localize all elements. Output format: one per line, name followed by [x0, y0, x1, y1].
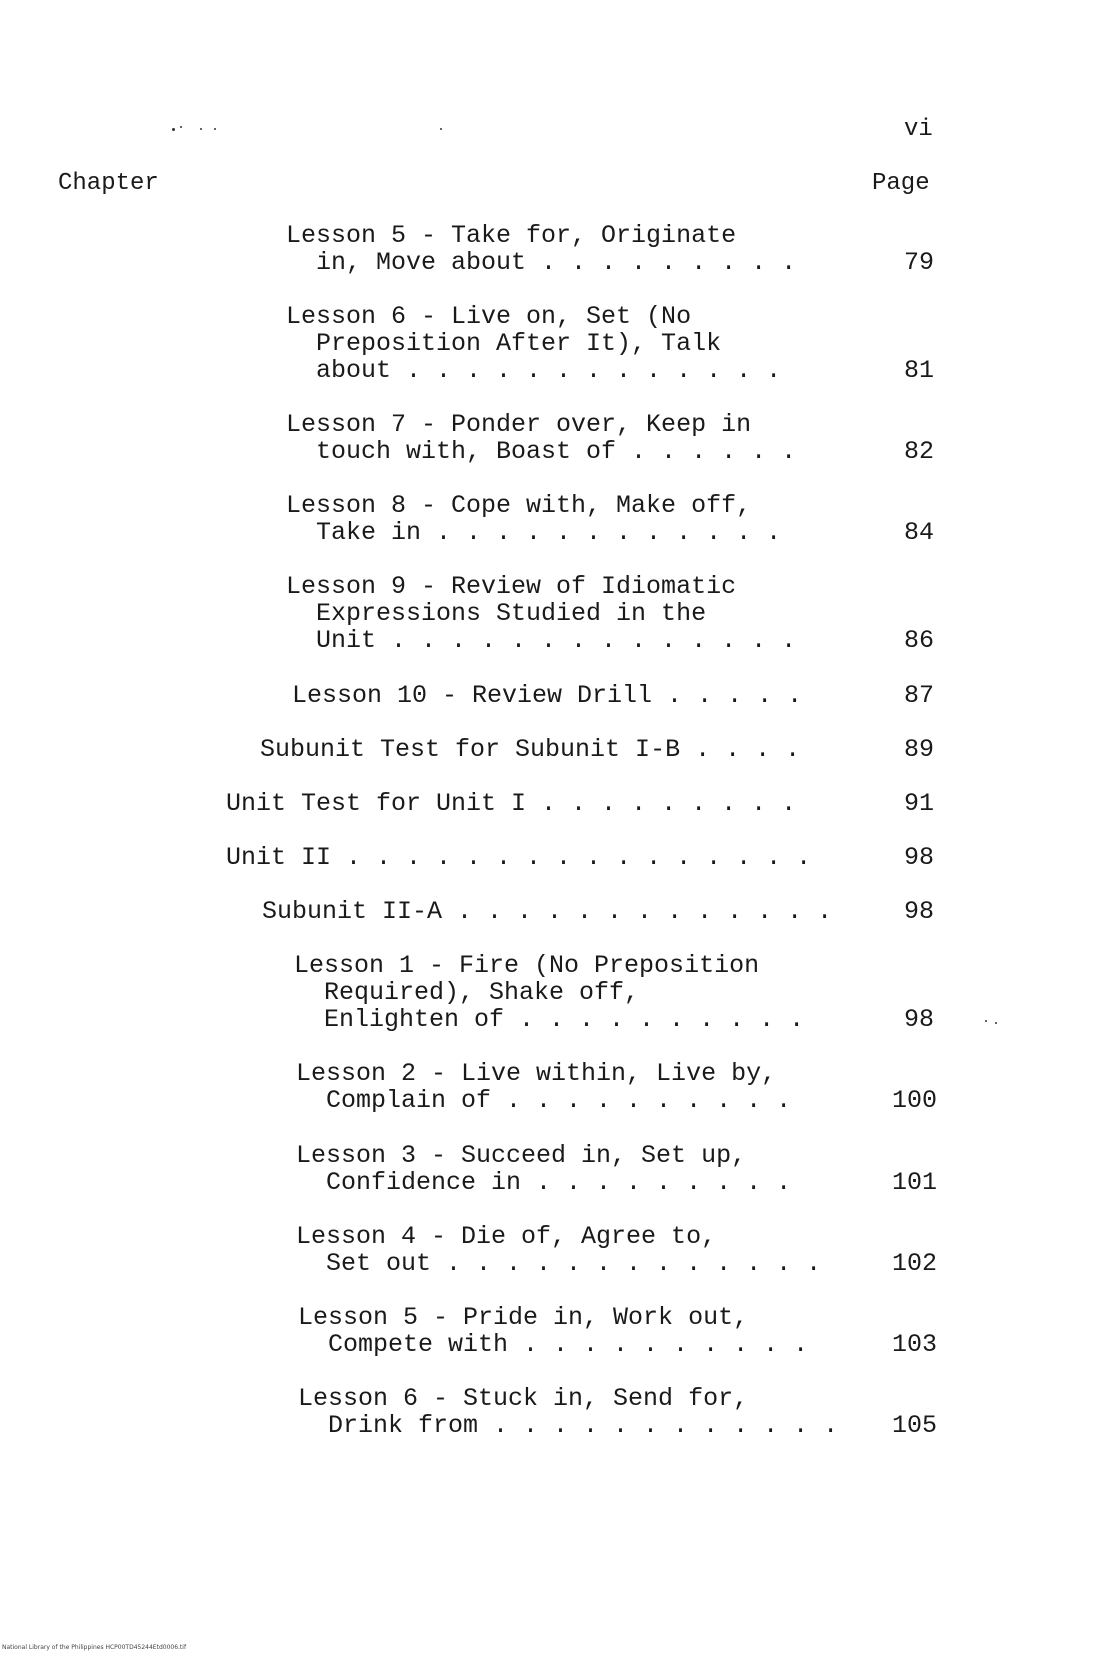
toc-entry-line: Enlighten of . . . . . . . . . . — [294, 1005, 805, 1034]
toc-entry-line: Complain of . . . . . . . . . . — [296, 1086, 792, 1115]
toc-page-number: 98 — [904, 1005, 935, 1034]
toc-entry-line: Lesson 5 - Take for, Originate — [286, 221, 737, 250]
toc-page-number: 86 — [904, 626, 935, 655]
scan-footer: National Library of the Philippines HCP00TD45244Etd0006.tif — [2, 1644, 187, 1651]
page-column-header: Page — [872, 170, 930, 197]
toc-entry-line: Lesson 7 - Ponder over, Keep in — [286, 410, 752, 439]
toc-entry-line: Lesson 6 - Live on, Set (No — [286, 302, 692, 331]
toc-entry-line: Subunit II-A . . . . . . . . . . . . . — [262, 897, 833, 926]
toc-entry-line: Subunit Test for Subunit I-B . . . . — [260, 735, 801, 764]
scan-speck — [995, 1022, 997, 1024]
scan-speck — [200, 128, 202, 130]
scan-speck — [440, 128, 442, 130]
toc-entry-line: Compete with . . . . . . . . . . — [298, 1330, 809, 1359]
toc-entry-line: in, Move about . . . . . . . . . — [286, 248, 797, 277]
toc-page-number: 79 — [904, 248, 935, 277]
toc-page-number: 105 — [892, 1411, 938, 1440]
toc-page-number: 87 — [904, 681, 935, 710]
toc-page-number: 100 — [892, 1086, 938, 1115]
toc-page-number: 103 — [892, 1330, 938, 1359]
toc-entry-line: Unit II . . . . . . . . . . . . . . . . — [226, 843, 812, 872]
toc-entry-line: Lesson 6 - Stuck in, Send for, — [298, 1384, 749, 1413]
toc-page-number: 102 — [892, 1249, 938, 1278]
toc-entry-line: Drink from . . . . . . . . . . . . — [298, 1411, 839, 1440]
toc-page-number: 89 — [904, 735, 935, 764]
scan-speck — [985, 1020, 987, 1022]
toc-entry-line: Lesson 4 - Die of, Agree to, — [296, 1222, 717, 1251]
toc-entry-line: Lesson 5 - Pride in, Work out, — [298, 1303, 749, 1332]
toc-entry-line: Lesson 9 - Review of Idiomatic — [286, 572, 737, 601]
scan-speck — [180, 126, 182, 128]
toc-entry-line: Unit . . . . . . . . . . . . . . — [286, 626, 797, 655]
toc-entry-line: Lesson 8 - Cope with, Make off, — [286, 491, 752, 520]
toc-entry-line: Take in . . . . . . . . . . . . — [286, 518, 782, 547]
toc-entry-line: about . . . . . . . . . . . . . — [286, 356, 782, 385]
toc-page-number: 98 — [904, 897, 935, 926]
scan-speck — [172, 128, 175, 131]
toc-entry-line: Preposition After It), Talk — [286, 329, 722, 358]
toc-entry-line: Confidence in . . . . . . . . . — [296, 1168, 792, 1197]
toc-entry-line: Lesson 1 - Fire (No Preposition — [294, 951, 760, 980]
toc-entry-line: touch with, Boast of . . . . . . — [286, 437, 797, 466]
toc-entry-line: Lesson 3 - Succeed in, Set up, — [296, 1141, 747, 1170]
chapter-column-header: Chapter — [58, 170, 159, 197]
toc-page-number: 98 — [904, 843, 935, 872]
toc-page-number: 91 — [904, 789, 935, 818]
toc-page-number: 82 — [904, 437, 935, 466]
page-number: vi — [904, 116, 933, 143]
toc-entry-line: Unit Test for Unit I . . . . . . . . . — [226, 789, 797, 818]
toc-page-number: 101 — [892, 1168, 938, 1197]
scan-speck — [214, 128, 216, 130]
toc-entry-line: Expressions Studied in the — [286, 599, 707, 628]
toc-page-number: 81 — [904, 356, 935, 385]
toc-entry-line: Lesson 10 - Review Drill . . . . . — [292, 681, 803, 710]
toc-entry-line: Lesson 2 - Live within, Live by, — [296, 1059, 777, 1088]
toc-entry-line: Required), Shake off, — [294, 978, 640, 1007]
toc-page-number: 84 — [904, 518, 935, 547]
toc-entry-line: Set out . . . . . . . . . . . . . — [296, 1249, 822, 1278]
